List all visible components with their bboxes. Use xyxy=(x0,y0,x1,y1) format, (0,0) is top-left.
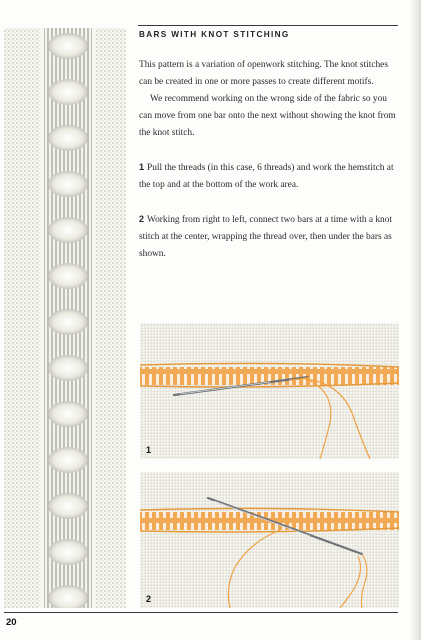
step-2 xyxy=(139,211,401,263)
bottom-rule xyxy=(4,612,398,613)
knot-stitch xyxy=(48,401,88,427)
knot-stitch xyxy=(48,171,88,197)
knot-stitch xyxy=(48,79,88,105)
body-text xyxy=(139,57,401,263)
recommendation-paragraph: We recommend working on the wrong side of the fabric so you can move from one bar onto the next without showing the knot from the knot stitch. xyxy=(139,94,396,138)
step-1-number: 1 xyxy=(139,162,145,172)
step-2-number: 2 xyxy=(139,214,145,224)
step-2-photo xyxy=(140,472,399,608)
step-1 xyxy=(139,159,401,194)
photo-1-label: 1 xyxy=(146,445,152,455)
knot-stitch xyxy=(48,33,88,59)
knot-stitch xyxy=(48,263,88,289)
top-rule xyxy=(138,25,398,26)
knot-stitch xyxy=(48,309,88,335)
knot-stitch xyxy=(48,539,88,565)
intro-paragraph: This pattern is a variation of openwork stitching. The knot stitches can be created in one or more passes to create different motifs. xyxy=(139,60,388,87)
knot-stitch xyxy=(48,125,88,151)
page-number: 20 xyxy=(6,617,17,628)
photo-2-label: 2 xyxy=(146,594,152,604)
step-1-photo xyxy=(140,323,399,459)
knot-stitch xyxy=(48,355,88,381)
knot-stitch xyxy=(48,493,88,519)
section-heading: BARS WITH KNOT STITCHING xyxy=(139,30,290,39)
fabric-closeup-image xyxy=(4,28,126,608)
step-2-text: Working from right to left, connect two bars at a time with a knot stitch at the center, wrapping the thread over, then under the bars as shown. xyxy=(139,215,393,259)
step-1-text: Pull the threads (in this case, 6 threads) and work the hemstitch at the top and at the bottom of the work area. xyxy=(139,163,394,190)
page-edge xyxy=(409,0,421,640)
knot-stitch xyxy=(48,447,88,473)
knot-stitch xyxy=(48,217,88,243)
